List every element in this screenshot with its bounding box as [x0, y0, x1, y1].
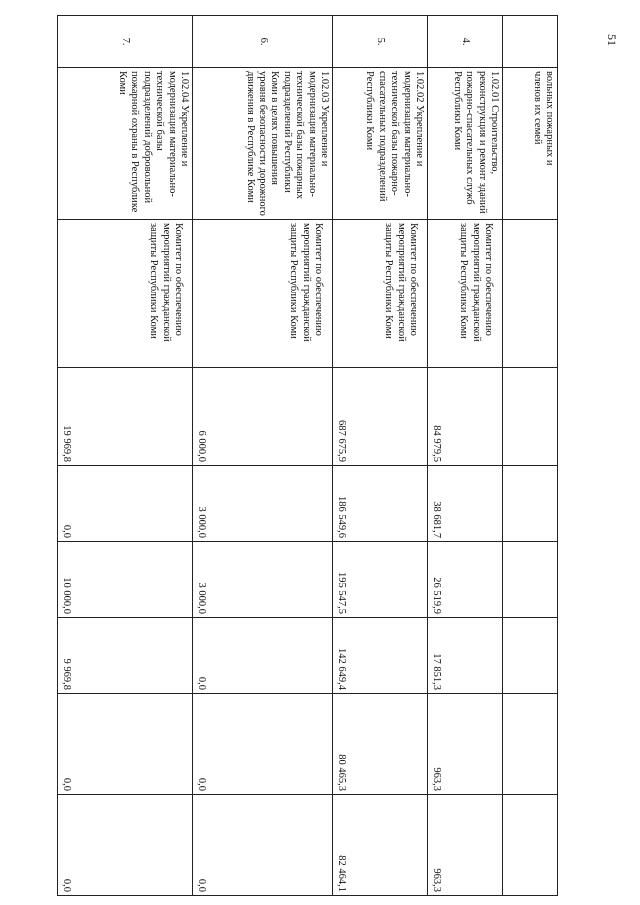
table-row-header	[503, 16, 558, 896]
row-responsible: Комитет по обеспечению мероприятий гражданской защиты Республики Коми	[193, 220, 333, 368]
budget-table	[57, 15, 558, 896]
row-name: 1.02.01 Строительство, реконструкция и ремонт зданий пожарно-спасательных служб Республики Коми	[428, 68, 503, 220]
row-value: 82 464,1	[333, 795, 428, 896]
row-value: 0,0	[193, 795, 333, 896]
row-value: 17 851,3	[428, 618, 503, 694]
row-value: 38 681,7	[428, 466, 503, 542]
row-value: 19 969,8	[58, 368, 193, 466]
row-value: 84 979,5	[428, 368, 503, 466]
table-row	[193, 16, 333, 896]
table-row	[58, 16, 193, 896]
table-row	[333, 16, 428, 896]
table-rotated-container	[58, 15, 558, 895]
row-value: 10 000,0	[58, 542, 193, 618]
row-value: 0,0	[193, 618, 333, 694]
row-value: 0,0	[58, 795, 193, 896]
row-index: 4.	[428, 16, 503, 68]
row-value: 0,0	[58, 694, 193, 795]
row-index: 6.	[193, 16, 333, 68]
row-responsible: Комитет по обеспечению мероприятий гражданской защиты Республики Коми	[333, 220, 428, 368]
row-value: 0,0	[58, 466, 193, 542]
row-value: 6 000,0	[193, 368, 333, 466]
row-value: 186 549,6	[333, 466, 428, 542]
row-value: 687 675,9	[333, 368, 428, 466]
row-name: 1.02.04 Укрепление и модернизация материально-технической базы подразделений добровольной пожарной охраны в Республике Коми	[58, 68, 193, 220]
header-name-cell: вольных пожарных и членов их семей	[503, 68, 558, 220]
row-value: 9 969,8	[58, 618, 193, 694]
row-index: 7.	[58, 16, 193, 68]
row-value: 963,3	[428, 795, 503, 896]
row-value: 195 547,5	[333, 542, 428, 618]
row-value: 0,0	[193, 694, 333, 795]
row-responsible: Комитет по обеспечению мероприятий гражданской защиты Республики Коми	[58, 220, 193, 368]
row-name: 1.02.03 Укрепление и модернизация материально-технической базы пожарных подразделений Республики Коми в целях повышения уровня безопасности дорожного движения в Республике Коми	[193, 68, 333, 220]
row-value: 3 000,0	[193, 542, 333, 618]
row-value: 80 465,3	[333, 694, 428, 795]
row-name: 1.02.02 Укрепление и модернизация материально-технической базы пожарно-спасательных подразделений Республики Коми	[333, 68, 428, 220]
row-value: 142 649,4	[333, 618, 428, 694]
table-row	[428, 16, 503, 896]
row-value: 963,3	[428, 694, 503, 795]
row-value: 26 519,9	[428, 542, 503, 618]
row-responsible: Комитет по обеспечению мероприятий гражданской защиты Республики Коми	[428, 220, 503, 368]
row-index: 5.	[333, 16, 428, 68]
page-number: 51	[605, 34, 619, 46]
row-value: 3 000,0	[193, 466, 333, 542]
